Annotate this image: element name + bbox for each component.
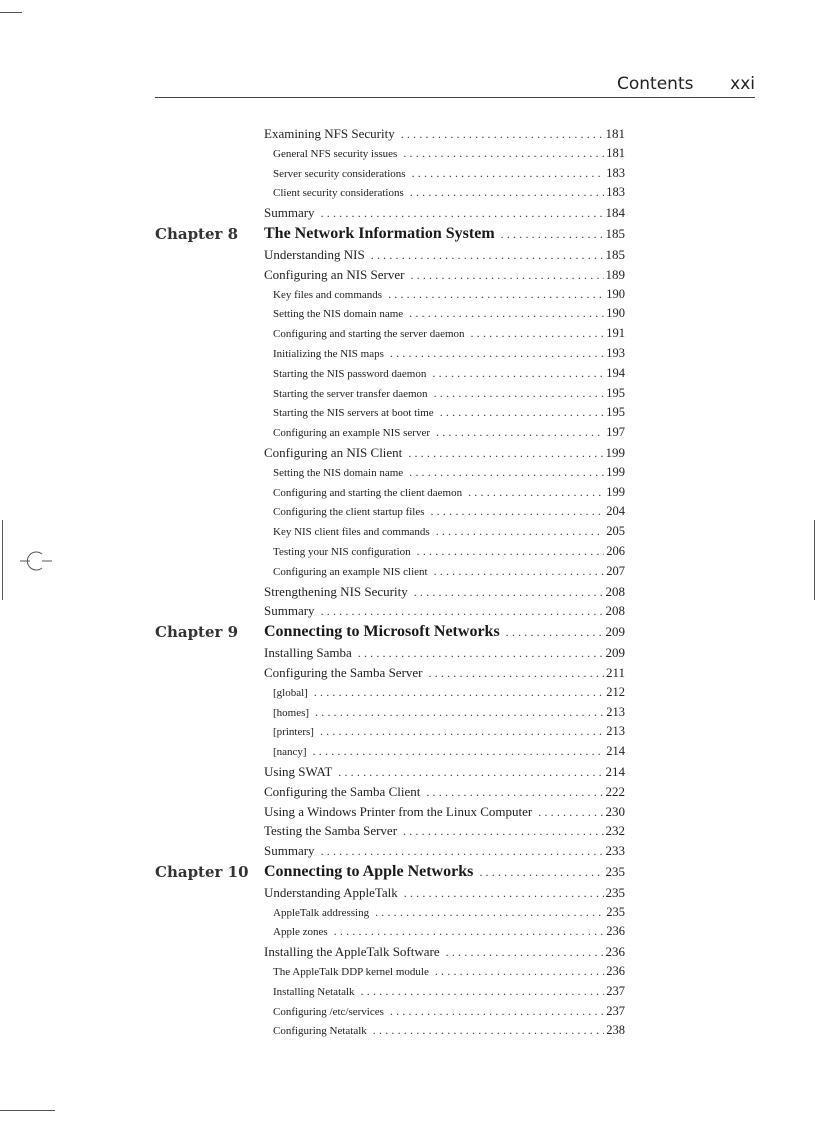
dot-leader [409, 465, 604, 480]
toc-entry-page: 237 [606, 1003, 625, 1018]
toc-subsection-row [155, 924, 625, 944]
toc-chapter-row [155, 225, 625, 247]
dot-leader [506, 625, 604, 640]
dot-leader [409, 306, 604, 321]
toc-entry-page: 222 [605, 783, 625, 799]
toc-entry-title: Initializing the NIS maps [273, 347, 384, 360]
toc-entry [273, 485, 625, 500]
toc-subsection-row [155, 724, 625, 744]
dot-leader [434, 386, 605, 401]
toc-entry-page: 237 [606, 983, 625, 998]
toc-entry [273, 685, 625, 700]
dot-leader [404, 886, 604, 901]
toc-entry-page: 183 [606, 185, 625, 200]
toc-entry-title: Configuring an NIS Client [264, 444, 403, 460]
chapter-label: Chapter 10 [155, 862, 249, 881]
toc-section-row [155, 784, 625, 804]
toc-section-row [155, 944, 625, 964]
toc-entry-title: Understanding AppleTalk [264, 884, 398, 900]
toc-entry [264, 784, 625, 800]
header-rule [155, 97, 755, 98]
dot-leader [436, 425, 604, 440]
toc-entry-page: 208 [605, 603, 625, 619]
dot-leader [435, 964, 604, 979]
dot-leader [434, 564, 605, 579]
toc-entry [273, 425, 625, 440]
toc-entry [264, 804, 625, 820]
toc-entry [273, 544, 625, 559]
toc-entry-title: Using SWAT [264, 763, 333, 779]
toc-entry-page: 230 [605, 803, 625, 819]
toc-entry [273, 524, 625, 539]
dot-leader [468, 485, 604, 500]
chapter-label: Chapter 9 [155, 623, 239, 642]
toc-entry-page: 184 [605, 205, 625, 221]
toc-entry-title: Starting the server transfer daemon [273, 387, 428, 400]
toc-entry-page: 206 [606, 543, 625, 558]
dot-leader [432, 366, 604, 381]
toc-entry [264, 764, 625, 780]
toc-entry-title: [printers] [273, 726, 314, 739]
toc-entry [264, 445, 625, 461]
toc-entry [273, 366, 625, 381]
toc-subsection-row [155, 405, 625, 425]
toc-entry [264, 225, 625, 243]
toc-entry-title: [nancy] [273, 746, 307, 759]
dot-leader [390, 346, 604, 361]
toc-entry-page: 191 [606, 326, 625, 341]
toc-entry-page: 195 [606, 385, 625, 400]
toc-entry [273, 964, 625, 979]
toc-entry-title: Understanding NIS [264, 246, 365, 262]
toc-entry-title: Strengthening NIS Security [264, 583, 408, 599]
toc-entry-page: 235 [605, 884, 625, 900]
toc-entry-page: 209 [605, 645, 625, 661]
dot-leader [538, 805, 603, 820]
toc-entry [273, 405, 625, 420]
toc-entry-title: The AppleTalk DDP kernel module [273, 966, 429, 979]
toc-entry [264, 247, 625, 263]
toc-entry-page: 185 [605, 246, 625, 262]
toc-entry [273, 724, 625, 739]
dot-leader [440, 405, 605, 420]
toc-entry-title: Summary [264, 205, 315, 221]
toc-entry-page: 185 [605, 225, 625, 241]
toc-entry-page: 193 [606, 345, 625, 360]
toc-chapter-row [155, 863, 625, 885]
toc-entry-title: Configuring and starting the client daemon [273, 486, 463, 499]
toc-section-row [155, 823, 625, 843]
toc-entry-page: 205 [606, 524, 625, 539]
toc-entry-page: 183 [606, 165, 625, 180]
dot-leader [315, 705, 604, 720]
toc-section-row [155, 247, 625, 267]
running-header [155, 74, 755, 96]
toc-entry-page: 213 [606, 704, 625, 719]
dot-leader [501, 227, 604, 242]
toc-section-row [155, 126, 625, 146]
toc-subsection-row [155, 504, 625, 524]
toc-entry [264, 665, 625, 681]
toc-entry-title: Configuring and starting the server daemon [273, 328, 465, 341]
dot-leader [371, 248, 604, 263]
toc-entry [273, 326, 625, 341]
toc-entry-title: Apple zones [273, 926, 328, 939]
toc-entry-title: Configuring the client startup files [273, 506, 425, 519]
dot-leader [403, 824, 603, 839]
toc-entry-page: 199 [606, 484, 625, 499]
toc-section-row [155, 445, 625, 465]
toc-entry-title: Starting the NIS servers at boot time [273, 407, 434, 420]
dot-leader [320, 724, 604, 739]
toc-entry [264, 645, 625, 661]
table-of-contents [155, 126, 625, 1043]
toc-entry [264, 623, 625, 641]
toc-entry-title: Server security considerations [273, 167, 406, 180]
toc-entry-title: Connecting to Apple Networks [264, 862, 474, 880]
toc-entry-page: 214 [605, 763, 625, 779]
toc-entry-page: 199 [605, 444, 625, 460]
dot-leader [388, 287, 604, 302]
toc-entry-title: Installing Netatalk [273, 985, 355, 998]
dot-leader [408, 446, 603, 461]
toc-subsection-row [155, 166, 625, 186]
toc-entry-title: Testing the Samba Server [264, 823, 398, 839]
crop-mark-right [814, 520, 815, 600]
toc-entry-title: Configuring Netatalk [273, 1025, 367, 1038]
toc-entry [273, 185, 625, 200]
dot-leader [321, 206, 604, 221]
toc-entry-page: 235 [605, 863, 625, 879]
toc-subsection-row [155, 544, 625, 564]
toc-section-row [155, 603, 625, 623]
toc-section-row [155, 205, 625, 225]
toc-section-row [155, 764, 625, 784]
toc-subsection-row [155, 287, 625, 307]
toc-subsection-row [155, 524, 625, 544]
toc-subsection-row [155, 1023, 625, 1043]
toc-entry-page: 236 [606, 964, 625, 979]
toc-entry [273, 1004, 625, 1019]
dot-leader [338, 765, 603, 780]
toc-entry-title: Configuring the Samba Server [264, 664, 423, 680]
toc-entry-page: 208 [605, 583, 625, 599]
toc-subsection-row [155, 705, 625, 725]
dot-leader [410, 268, 603, 283]
toc-entry-title: Setting the NIS domain name [273, 466, 404, 479]
dot-leader [429, 666, 604, 681]
toc-entry [264, 205, 625, 221]
toc-entry [273, 465, 625, 480]
toc-entry [273, 166, 625, 181]
toc-entry [264, 603, 625, 619]
toc-entry-page: 181 [605, 126, 625, 141]
toc-entry-title: Summary [264, 603, 315, 619]
toc-entry [264, 863, 625, 881]
toc-entry-title: Summary [264, 843, 315, 859]
toc-subsection-row [155, 146, 625, 166]
toc-entry-page: 207 [606, 563, 625, 578]
toc-entry [264, 584, 625, 600]
toc-entry-title: Connecting to Microsoft Networks [264, 623, 500, 641]
toc-section-row [155, 665, 625, 685]
toc-entry-title: Configuring /etc/services [273, 1005, 384, 1018]
toc-entry-page: 190 [606, 306, 625, 321]
chapter-label: Chapter 8 [155, 224, 239, 243]
toc-entry-page: 181 [606, 145, 625, 160]
crop-mark-bottom-left [0, 1110, 55, 1111]
toc-entry-page: 232 [605, 823, 625, 839]
toc-subsection-row [155, 905, 625, 925]
toc-entry-page: 235 [606, 904, 625, 919]
toc-entry [264, 885, 625, 901]
toc-subsection-row [155, 1004, 625, 1024]
toc-entry-page: 199 [606, 464, 625, 479]
dot-leader [446, 945, 604, 960]
toc-entry [273, 744, 625, 759]
toc-entry [273, 504, 625, 519]
toc-subsection-row [155, 685, 625, 705]
toc-entry-title: AppleTalk addressing [273, 906, 370, 919]
toc-entry-page: 238 [606, 1023, 625, 1038]
toc-section-row [155, 267, 625, 287]
toc-entry [264, 843, 625, 859]
dot-leader [373, 1023, 604, 1038]
toc-entry-page: 236 [606, 924, 625, 939]
toc-entry-page: 213 [606, 724, 625, 739]
toc-section-row [155, 843, 625, 863]
dot-leader [358, 646, 604, 661]
toc-entry [273, 984, 625, 999]
toc-entry-title: General NFS security issues [273, 147, 398, 160]
dot-leader [426, 785, 603, 800]
toc-entry [264, 823, 625, 839]
dot-leader [410, 185, 605, 200]
header-title: Contents [617, 74, 694, 94]
crop-mark-top-left [0, 12, 22, 13]
dot-leader [412, 166, 605, 181]
crop-mark-left [2, 520, 3, 600]
toc-entry [273, 306, 625, 321]
toc-entry-title: [global] [273, 686, 308, 699]
toc-subsection-row [155, 326, 625, 346]
toc-entry [264, 126, 625, 142]
toc-section-row [155, 645, 625, 665]
dot-leader [479, 865, 603, 880]
registration-mark-icon [20, 550, 52, 572]
toc-entry [273, 924, 625, 939]
toc-section-row [155, 804, 625, 824]
toc-entry [273, 705, 625, 720]
toc-subsection-row [155, 425, 625, 445]
dot-leader [313, 744, 605, 759]
toc-entry-title: Testing your NIS configuration [273, 545, 411, 558]
toc-entry-page: 189 [605, 266, 625, 282]
toc-section-row [155, 885, 625, 905]
toc-entry-title: Setting the NIS domain name [273, 308, 404, 321]
toc-subsection-row [155, 306, 625, 326]
toc-subsection-row [155, 185, 625, 205]
toc-entry-title: Configuring an example NIS server [273, 427, 431, 440]
toc-entry-title: The Network Information System [264, 224, 495, 242]
toc-entry-title: Starting the NIS password daemon [273, 367, 427, 380]
toc-entry-page: 236 [605, 944, 625, 960]
dot-leader [471, 326, 605, 341]
toc-entry [264, 267, 625, 283]
toc-entry-page: 197 [606, 425, 625, 440]
toc-entry [273, 287, 625, 302]
dot-leader [361, 984, 605, 999]
toc-entry-page: 190 [606, 286, 625, 301]
toc-subsection-row [155, 964, 625, 984]
dot-leader [403, 146, 604, 161]
dot-leader [375, 905, 604, 920]
toc-entry-title: Using a Windows Printer from the Linux Computer [264, 803, 533, 819]
toc-entry-title: Client security considerations [273, 187, 404, 200]
toc-entry-title: Configuring an example NIS client [273, 565, 428, 578]
toc-subsection-row [155, 744, 625, 764]
toc-entry-title: Installing Samba [264, 645, 352, 661]
toc-subsection-row [155, 485, 625, 505]
toc-subsection-row [155, 465, 625, 485]
toc-subsection-row [155, 386, 625, 406]
dot-leader [321, 844, 604, 859]
toc-entry-title: [homes] [273, 706, 310, 719]
toc-entry-title: Key NIS client files and commands [273, 526, 430, 539]
toc-section-row [155, 584, 625, 604]
toc-entry-title: Configuring an NIS Server [264, 266, 405, 282]
toc-entry-title: Configuring the Samba Client [264, 783, 421, 799]
toc-entry-page: 194 [606, 365, 625, 380]
toc-entry [273, 1023, 625, 1038]
dot-leader [314, 685, 604, 700]
toc-subsection-row [155, 366, 625, 386]
toc-entry-page: 212 [606, 684, 625, 699]
dot-leader [401, 127, 604, 142]
toc-entry-title: Installing the AppleTalk Software [264, 944, 440, 960]
toc-entry [273, 346, 625, 361]
dot-leader [321, 604, 604, 619]
header-page-number: xxi [730, 74, 755, 94]
toc-entry [264, 944, 625, 960]
toc-entry-page: 209 [605, 624, 625, 640]
toc-entry-page: 204 [606, 504, 625, 519]
toc-entry-page: 214 [606, 744, 625, 759]
toc-subsection-row [155, 564, 625, 584]
dot-leader [334, 924, 605, 939]
toc-entry [273, 146, 625, 161]
toc-entry-page: 211 [605, 664, 625, 680]
dot-leader [390, 1004, 604, 1019]
toc-subsection-row [155, 984, 625, 1004]
toc-entry-title: Examining NFS Security [264, 126, 395, 141]
toc-entry-title: Key files and commands [273, 288, 383, 301]
dot-leader [431, 504, 605, 519]
toc-subsection-row [155, 346, 625, 366]
dot-leader [417, 544, 605, 559]
toc-entry [273, 386, 625, 401]
dot-leader [414, 585, 604, 600]
dot-leader [436, 524, 605, 539]
toc-entry [273, 905, 625, 920]
toc-entry-page: 233 [605, 843, 625, 859]
toc-entry [273, 564, 625, 579]
toc-entry-page: 195 [606, 405, 625, 420]
toc-chapter-row [155, 623, 625, 645]
